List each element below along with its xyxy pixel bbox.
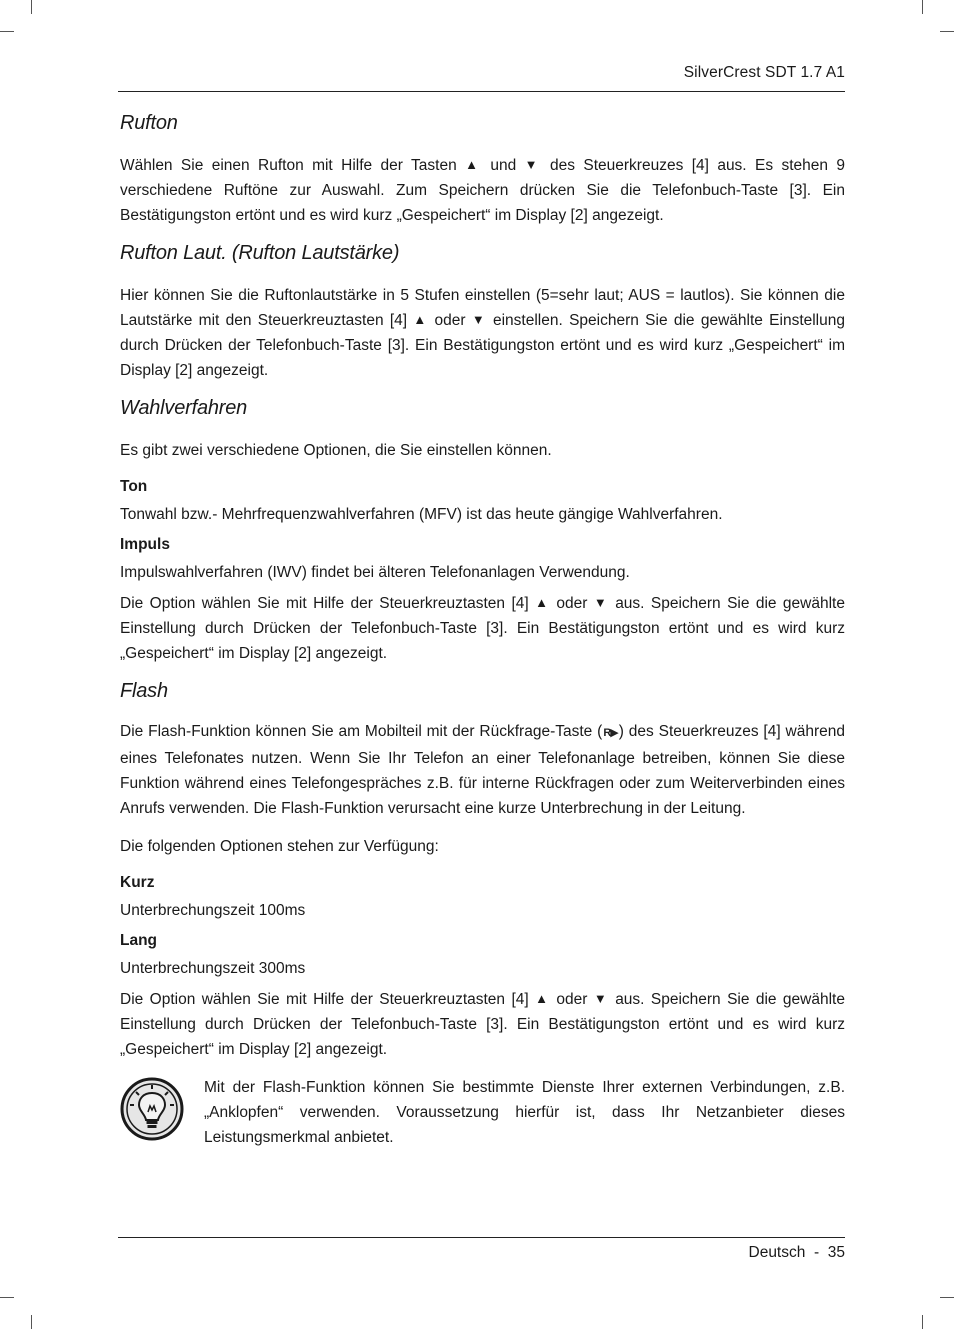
subheading-kurz: Kurz <box>120 874 155 891</box>
crop-mark <box>940 31 954 32</box>
crop-mark <box>940 1297 954 1298</box>
flash-options-intro: Die folgenden Optionen stehen zur Verfügung: <box>120 838 439 855</box>
arrow-up-icon: ▲ <box>413 312 429 327</box>
arrow-up-icon: ▲ <box>535 595 551 610</box>
arrow-up-icon: ▲ <box>535 991 551 1006</box>
text-run: und <box>482 157 525 174</box>
wahlverfahren-save-paragraph <box>120 591 845 666</box>
crop-mark <box>922 1315 923 1329</box>
flash-save-paragraph <box>120 987 845 1062</box>
footer-page-info: Deutsch - 35 <box>748 1244 845 1261</box>
text-run: einstellen. Speichern Sie die gewählte Einstellung durch Drücken der Telefonbuch-Taste [3]. Ein Bestätigungston ertönt und es wird kurz „Gespeichert“ im Display [2] angezeigt. <box>120 312 845 379</box>
arrow-down-icon: ▼ <box>471 312 487 327</box>
section-title-lautstaerke: Rufton Laut. (Rufton Lautstärke) <box>120 242 400 264</box>
text-run: aus. Speichern Sie die gewählte Einstellung durch Drücken der Telefonbuch-Taste [3]. Ein Bestätigungston ertönt und es wird kurz „Gespeichert“ im Display [2] angezeigt. <box>120 595 845 662</box>
text-run: oder <box>428 312 472 329</box>
text-run: oder <box>550 991 594 1008</box>
crop-mark <box>0 1297 14 1298</box>
lightbulb-tip-icon <box>120 1077 184 1141</box>
r-key-icon: R▶ <box>602 721 618 746</box>
text-run: ) des Steuerkreuzes [4] während eines Telefonates nutzen. Wenn Sie Ihr Telefon an einer Telefonanlage betreiben, können Sie diese Funktion während eines Telefongespräches z.B. für interne Rückfragen oder zum Weiterverbinden eines Anrufs verwenden. Die Flash-Funktion verursacht eine kurze Unterbrechung in der Leitung. <box>120 723 845 817</box>
impuls-text: Impulswahlverfahren (IWV) findet bei älteren Telefonanlagen Verwendung. <box>120 564 630 581</box>
crop-mark <box>922 0 923 14</box>
kurz-text: Unterbrechungszeit 100ms <box>120 902 306 919</box>
text-run: oder <box>550 595 594 612</box>
lang-text: Unterbrechungszeit 300ms <box>120 960 306 977</box>
text-run: Die Option wählen Sie mit Hilfe der Steuerkreuztasten [4] <box>120 595 536 612</box>
arrow-down-icon: ▼ <box>593 595 609 610</box>
wahlverfahren-intro: Es gibt zwei verschiedene Optionen, die Sie einstellen können. <box>120 442 552 459</box>
footer-rule <box>118 1237 845 1238</box>
text-run: Die Flash-Funktion können Sie am Mobilteil mit der Rückfrage-Taste ( <box>120 723 603 740</box>
rufton-paragraph <box>120 153 845 228</box>
tip-note <box>120 1075 845 1150</box>
subheading-impuls: Impuls <box>120 536 170 553</box>
section-title-flash: Flash <box>120 680 168 702</box>
text-run: Die Option wählen Sie mit Hilfe der Steuerkreuztasten [4] <box>120 991 536 1008</box>
text-run: Hier können Sie die Ruftonlautstärke in 5 Stufen einstellen (5=sehr laut; AUS = lautlos). Sie können die Lautstärke mit den Steuerkreuztasten [4] <box>120 287 845 329</box>
crop-mark <box>0 31 14 32</box>
text-run: aus. Speichern Sie die gewählte Einstellung durch Drücken der Telefonbuch-Taste [3]. Ein Bestätigungston ertönt und es wird kurz „Gespeichert“ im Display [2] angezeigt. <box>120 991 845 1058</box>
ton-text: Tonwahl bzw.- Mehrfrequenzwahlverfahren (MFV) ist das heute gängige Wahlverfahren. <box>120 506 723 523</box>
page-content <box>120 112 845 1150</box>
lautstaerke-paragraph <box>120 283 845 383</box>
text-run: des Steuerkreuzes [4] aus. Es stehen 9 verschiedene Ruftöne zur Auswahl. Zum Speichern drücken Sie die Telefonbuch-Taste [3]. Ein Bestätigungston ertönt und es wird kurz „Gespeichert“ im Display [2] angezeigt. <box>120 157 846 224</box>
section-title-wahlverfahren: Wahlverfahren <box>120 397 248 419</box>
header-rule <box>118 91 845 92</box>
arrow-up-icon: ▲ <box>465 157 483 172</box>
subheading-lang: Lang <box>120 932 158 949</box>
section-title-rufton: Rufton <box>120 112 178 134</box>
subheading-ton: Ton <box>120 478 148 495</box>
crop-mark <box>31 0 32 14</box>
flash-paragraph <box>120 719 845 821</box>
arrow-down-icon: ▼ <box>524 157 542 172</box>
crop-mark <box>31 1315 32 1329</box>
header-product: SilverCrest SDT 1.7 A1 <box>683 64 845 81</box>
text-run: Wählen Sie einen Rufton mit Hilfe der Tasten <box>120 157 466 174</box>
tip-note-text: Mit der Flash-Funktion können Sie bestimmte Dienste Ihrer externen Verbindungen, z.B. „Anklopfen“ verwenden. Voraussetzung hierfür ist, dass Ihr Netzanbieter dieses Leistungsmerkmal anbietet. <box>204 1079 845 1146</box>
arrow-down-icon: ▼ <box>593 991 609 1006</box>
